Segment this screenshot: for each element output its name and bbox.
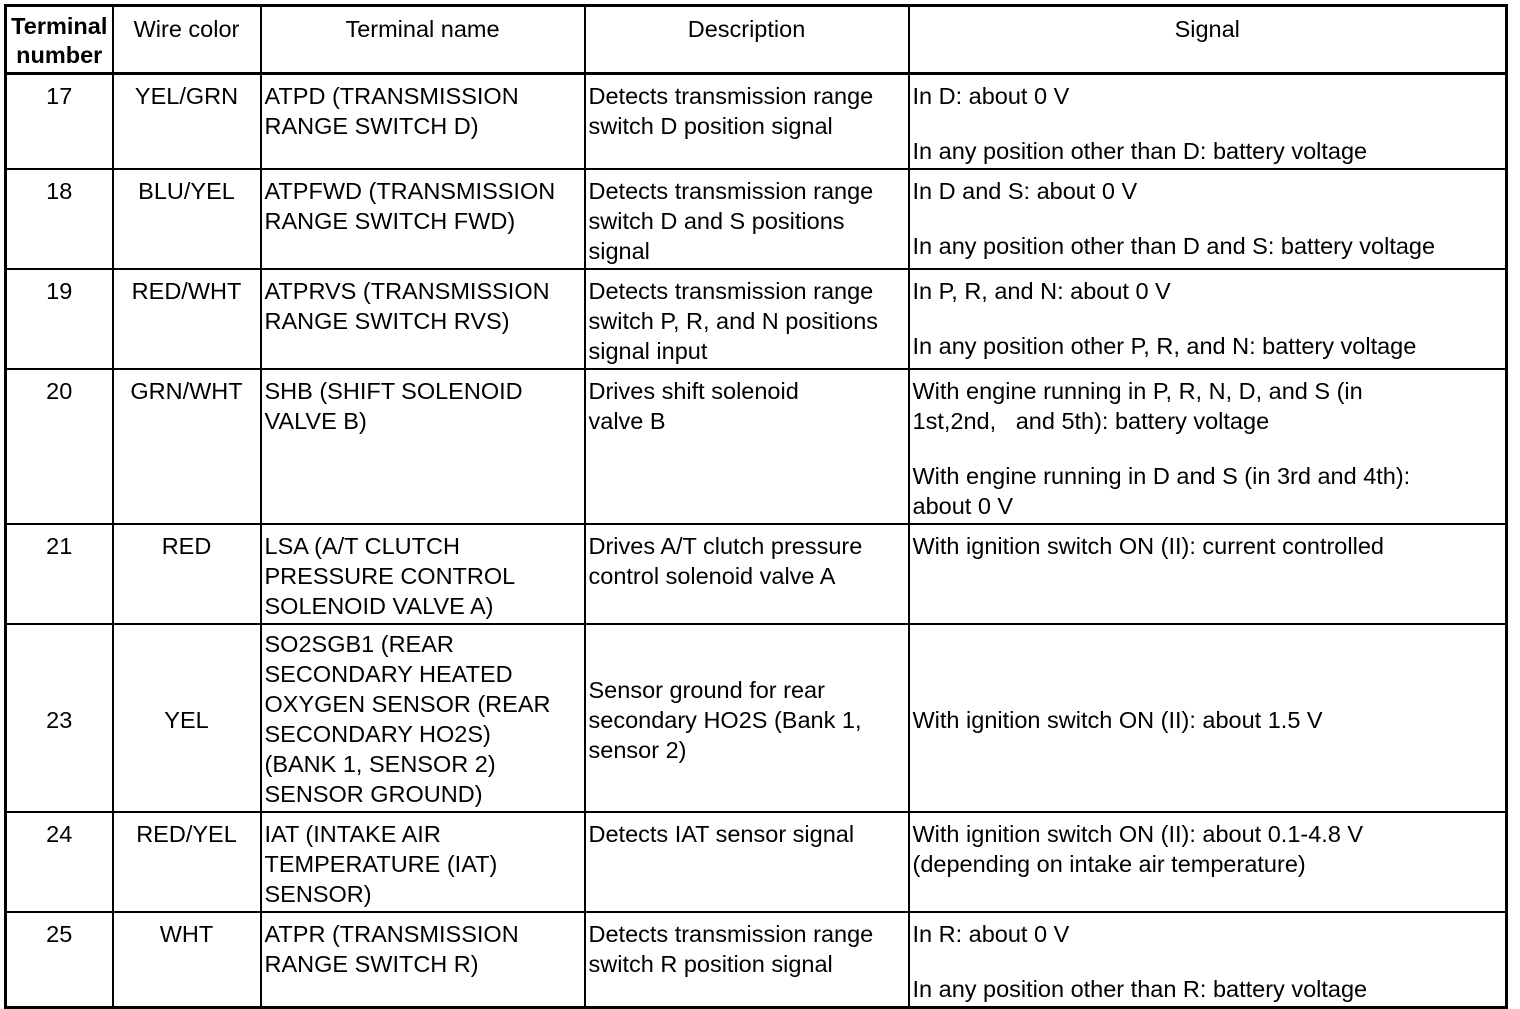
header-row	[6, 6, 1507, 74]
table-row	[6, 269, 1507, 369]
terminal-name-line: ATPFWD (TRANSMISSION	[264, 178, 556, 204]
signal-line: With engine running in P, R, N, D, and S (in	[912, 378, 1363, 404]
wire-color: BLU/YEL	[113, 169, 261, 269]
wire-color: RED	[113, 524, 261, 624]
terminal-number: 18	[6, 169, 113, 269]
description-line: switch D and S positions	[588, 208, 845, 234]
signal-paragraph	[913, 919, 1503, 949]
signal-paragraph	[913, 276, 1503, 306]
signal-line: In any position other P, R, and N: battery voltage	[912, 333, 1417, 359]
terminal-name	[261, 169, 585, 269]
terminal-name-line: PRESSURE CONTROL	[264, 563, 516, 589]
signal-line: With ignition switch ON (II): about 0.1-4.8 V	[912, 821, 1364, 847]
terminal-name-line: OXYGEN SENSOR (REAR	[264, 691, 551, 717]
description	[585, 269, 909, 369]
terminal-name	[261, 524, 585, 624]
description-line: secondary HO2S (Bank 1,	[588, 707, 862, 733]
signal	[909, 74, 1507, 170]
description-line: control solenoid valve A	[588, 563, 836, 589]
signal-paragraph	[913, 974, 1503, 1004]
wire-color: RED/YEL	[113, 812, 261, 912]
terminal-name-line: RANGE SWITCH RVS)	[264, 308, 510, 334]
wire-color: YEL	[113, 624, 261, 812]
signal-paragraph	[913, 331, 1503, 361]
terminal-name	[261, 624, 585, 812]
header-terminal-number	[6, 6, 113, 74]
terminal-name-line: ATPR (TRANSMISSION	[264, 921, 519, 947]
signal-line: In P, R, and N: about 0 V	[912, 278, 1171, 304]
description-line: signal	[588, 238, 650, 264]
signal-paragraph	[913, 81, 1503, 111]
description-line: switch R position signal	[588, 951, 833, 977]
terminal-name-line: RANGE SWITCH D)	[264, 113, 479, 139]
signal-line: In D and S: about 0 V	[912, 178, 1138, 204]
description	[585, 369, 909, 524]
terminal-number: 19	[6, 269, 113, 369]
signal	[909, 912, 1507, 1008]
description-line: valve B	[588, 408, 666, 434]
description	[585, 74, 909, 170]
signal-paragraph	[913, 461, 1503, 521]
terminal-name-line: SHB (SHIFT SOLENOID	[264, 378, 523, 404]
signal-paragraph	[913, 376, 1503, 436]
terminal-name-line: IAT (INTAKE AIR	[264, 821, 441, 847]
signal	[909, 524, 1507, 624]
terminal-name	[261, 269, 585, 369]
terminal-name-line: RANGE SWITCH R)	[264, 951, 479, 977]
description-line: Sensor ground for rear	[588, 677, 825, 703]
terminal-name-line: SECONDARY HEATED	[264, 661, 513, 687]
signal-line: In any position other than D: battery voltage	[912, 138, 1368, 164]
signal-paragraph	[913, 531, 1503, 561]
signal	[909, 169, 1507, 269]
table-row	[6, 524, 1507, 624]
terminal-number: 25	[6, 912, 113, 1008]
terminal-name-line: ATPRVS (TRANSMISSION	[264, 278, 550, 304]
signal-line: With ignition switch ON (II): about 1.5 V	[912, 707, 1323, 733]
terminal-name-line: VALVE B)	[264, 408, 367, 434]
terminal-number: 24	[6, 812, 113, 912]
table-row	[6, 624, 1507, 812]
terminal-name-line: SENSOR)	[264, 881, 372, 907]
description	[585, 912, 909, 1008]
terminal-name-line: SOLENOID VALVE A)	[264, 593, 494, 619]
terminal-name-line: (BANK 1, SENSOR 2)	[264, 751, 496, 777]
signal	[909, 369, 1507, 524]
terminal-name-line: SO2SGB1 (REAR	[264, 631, 454, 657]
header-signal: Signal	[909, 6, 1507, 74]
wire-color: WHT	[113, 912, 261, 1008]
description-line: switch D position signal	[588, 113, 833, 139]
signal-line: With engine running in D and S (in 3rd and 4th):	[912, 463, 1411, 489]
description	[585, 524, 909, 624]
signal	[909, 624, 1507, 812]
description	[585, 169, 909, 269]
wire-color: RED/WHT	[113, 269, 261, 369]
terminal-number: 20	[6, 369, 113, 524]
description-line: Drives shift solenoid	[588, 378, 799, 404]
terminal-name	[261, 812, 585, 912]
signal-line: (depending on intake air temperature)	[912, 851, 1306, 877]
table-row	[6, 812, 1507, 912]
terminal-name	[261, 74, 585, 170]
description-line: Detects transmission range	[588, 921, 874, 947]
header-description: Description	[585, 6, 909, 74]
description	[585, 624, 909, 812]
signal	[909, 812, 1507, 912]
signal-paragraph	[913, 136, 1503, 166]
header-terminal-name: Terminal name	[261, 6, 585, 74]
signal-line: In R: about 0 V	[912, 921, 1070, 947]
terminal-name	[261, 912, 585, 1008]
table-row	[6, 74, 1507, 170]
description-line: Detects transmission range	[588, 83, 874, 109]
table-row	[6, 169, 1507, 269]
signal-line: about 0 V	[912, 493, 1014, 519]
signal	[909, 269, 1507, 369]
table-row	[6, 912, 1507, 1008]
signal-line: 1st,2nd, and 5th): battery voltage	[912, 408, 1270, 434]
terminal-name-line: TEMPERATURE (IAT)	[264, 851, 498, 877]
signal-line: With ignition switch ON (II): current controlled	[912, 533, 1384, 559]
signal-line: In any position other than R: battery voltage	[912, 976, 1368, 1002]
signal-paragraph	[913, 705, 1503, 735]
wire-color: GRN/WHT	[113, 369, 261, 524]
description-line: Detects IAT sensor signal	[588, 821, 855, 847]
description-line: signal input	[588, 338, 708, 364]
description	[585, 812, 909, 912]
description-line: sensor 2)	[588, 737, 687, 763]
signal-paragraph	[913, 176, 1503, 206]
terminal-name-line: SECONDARY HO2S)	[264, 721, 491, 747]
signal-line: In any position other than D and S: battery voltage	[912, 233, 1436, 259]
signal-paragraph	[913, 231, 1503, 261]
description-line: Detects transmission range	[588, 178, 874, 204]
terminal-number: 23	[6, 624, 113, 812]
terminal-name	[261, 369, 585, 524]
signal-paragraph	[913, 819, 1503, 879]
terminal-name-line: RANGE SWITCH FWD)	[264, 208, 516, 234]
description-line: Detects transmission range	[588, 278, 874, 304]
terminal-number: 21	[6, 524, 113, 624]
description-line: switch P, R, and N positions	[588, 308, 879, 334]
wire-color: YEL/GRN	[113, 74, 261, 170]
description-line: Drives A/T clutch pressure	[588, 533, 863, 559]
header-wire-color: Wire color	[113, 6, 261, 74]
terminal-name-line: LSA (A/T CLUTCH	[264, 533, 460, 559]
header-terminal-number-line: Terminal	[11, 13, 108, 39]
terminal-name-line: ATPD (TRANSMISSION	[264, 83, 519, 109]
header-terminal-number-line: number	[16, 42, 103, 68]
table-row	[6, 369, 1507, 524]
terminal-table	[4, 4, 1508, 1009]
signal-line: In D: about 0 V	[912, 83, 1070, 109]
terminal-number: 17	[6, 74, 113, 170]
terminal-name-line: SENSOR GROUND)	[264, 781, 483, 807]
